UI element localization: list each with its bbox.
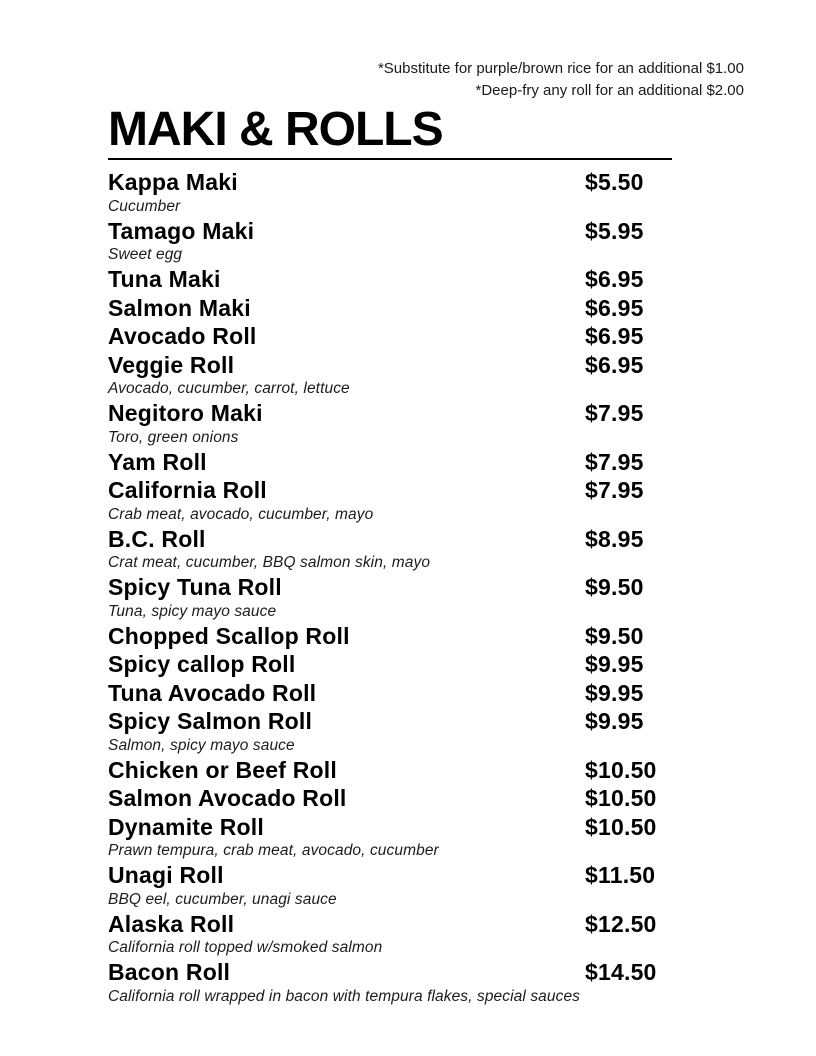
menu-item-price: $9.50 [585,574,644,600]
menu-item-name: Yam Roll [108,448,207,475]
menu-item-name: Veggie Roll [108,351,235,378]
menu-item [108,525,768,574]
menu-item [108,707,768,756]
menu-item-name: Salmon Maki [108,294,251,321]
menu-item-price: $11.50 [585,862,656,888]
menu-item [108,784,768,813]
menu-item-row [108,813,768,842]
menu-item [108,622,768,651]
menu-item-description: Tuna, spicy mayo sauce [108,602,277,620]
menu-item-row [108,958,768,987]
menu-item-description: Prawn tempura, crab meat, avocado, cucumber [108,842,439,859]
menu-item-price: $5.95 [585,217,644,244]
menu-item-name: Chopped Scallop Roll [108,622,350,649]
menu-item-price: $6.95 [585,351,644,378]
menu-item [108,168,768,217]
menu-item-row [108,910,768,939]
menu-item-name: Salmon Avocado Roll [108,785,347,811]
menu-item-name: California Roll [108,477,267,503]
menu-item [108,265,768,294]
menu-item-price: $8.95 [585,525,644,552]
menu-item-row [108,784,768,813]
menu-item [108,322,768,351]
menu-item [108,294,768,323]
menu-item-name: Avocado Roll [108,323,257,349]
menu-item-row [108,861,768,890]
menu-item [108,910,768,959]
menu-item-row [108,650,768,679]
menu-item-row [108,707,768,736]
menu-item-price: $9.95 [585,679,644,706]
note-deep-fry: *Deep-fry any roll for an additional $2.00 [475,82,744,99]
menu-item-price: $6.95 [585,294,644,321]
menu-item-row [108,294,768,323]
menu-item-price: $9.50 [585,622,644,649]
menu-notes [0,58,744,102]
menu-item-row [108,265,768,294]
menu-item [108,679,768,708]
menu-item-price: $9.95 [585,651,644,677]
menu-item-description: Cucumber [108,197,181,215]
section-title: MAKI & ROLLS [108,103,443,156]
menu-item-description: BBQ eel, cucumber, unagi sauce [108,890,337,908]
menu-item [108,573,768,622]
menu-item-name: Alaska Roll [108,910,235,937]
menu-item [108,958,768,1007]
menu-item-price: $10.50 [585,785,657,811]
menu-item-price: $10.50 [585,813,657,840]
menu-item-name: Unagi Roll [108,862,224,888]
menu-item-description: California roll wrapped in bacon with tempura flakes, special sauces [108,987,581,1005]
menu-item-description: Toro, green onions [108,428,239,446]
menu-item [108,756,768,785]
menu-item [108,861,768,910]
menu-item-price: $9.95 [585,708,644,734]
menu-item-price: $14.50 [585,959,657,985]
menu-item-description: California roll topped w/smoked salmon [108,939,383,956]
menu-item-price: $6.95 [585,266,644,292]
menu-item-row [108,351,768,380]
menu-item-name: Spicy Salmon Roll [108,708,313,734]
menu-item-description: Crat meat, cucumber, BBQ salmon skin, mayo [108,554,431,571]
menu-item-description: Salmon, spicy mayo sauce [108,736,295,754]
menu-item-name: Spicy callop Roll [108,651,296,677]
menu-item-name: Negitoro Maki [108,400,263,426]
menu-item-row [108,622,768,651]
menu-item-row [108,217,768,246]
menu-item-description: Avocado, cucumber, carrot, lettuce [108,380,350,397]
menu-item-row [108,679,768,708]
menu-item-name: Tuna Maki [108,266,221,292]
menu-item-row [108,322,768,351]
menu-list [108,168,768,1007]
menu-item [108,399,768,448]
menu-item-price: $7.95 [585,448,644,475]
menu-item [108,351,768,400]
menu-item [108,650,768,679]
menu-item-price: $7.95 [585,477,644,503]
menu-item-description: Crab meat, avocado, cucumber, mayo [108,505,374,523]
title-divider [108,158,672,160]
menu-item-price: $6.95 [585,323,644,349]
menu-item-price: $12.50 [585,910,657,937]
menu-item-name: Bacon Roll [108,959,231,985]
menu-item-row [108,168,768,197]
menu-item-name: Spicy Tuna Roll [108,574,282,600]
menu-item [108,217,768,266]
menu-item-price: $10.50 [585,756,657,783]
menu-item [108,813,768,862]
menu-item-row [108,399,768,428]
menu-item-description: Sweet egg [108,246,183,263]
menu-item-price: $5.50 [585,169,644,195]
menu-item-name: Tuna Avocado Roll [108,679,317,706]
menu-item-row [108,448,768,477]
menu-item-row [108,573,768,602]
menu-item-row [108,756,768,785]
menu-item [108,476,768,525]
menu-item-name: Kappa Maki [108,169,238,195]
menu-item-row [108,525,768,554]
note-substitute-rice: *Substitute for purple/brown rice for an additional $1.00 [377,60,744,77]
menu-item-name: Tamago Maki [108,217,255,244]
menu-item-name: Chicken or Beef Roll [108,756,337,783]
menu-item [108,448,768,477]
menu-item-price: $7.95 [585,400,644,426]
menu-item-row [108,476,768,505]
menu-item-name: B.C. Roll [108,525,206,552]
menu-item-name: Dynamite Roll [108,813,264,840]
